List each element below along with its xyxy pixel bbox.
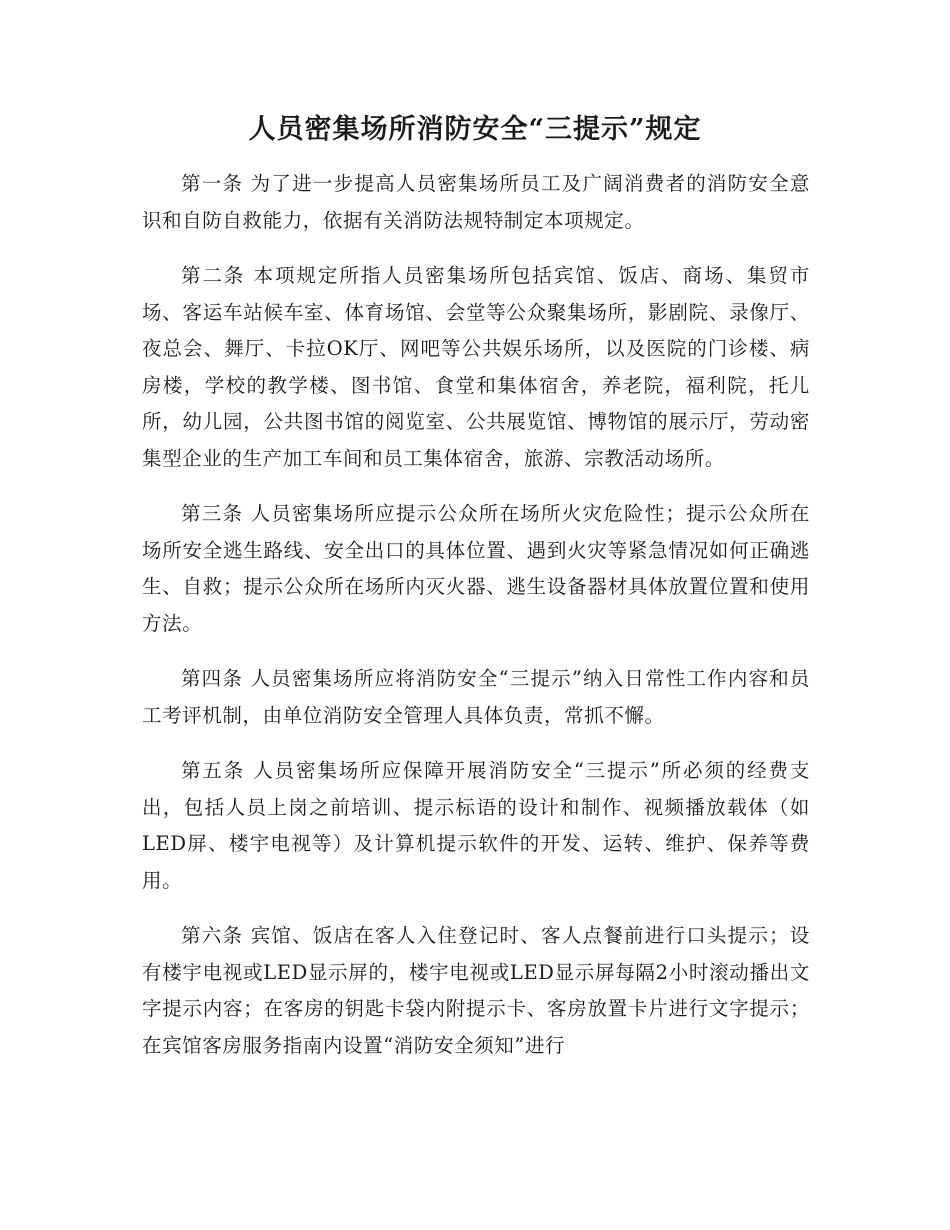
article-2: 第二条 本项规定所指人员密集场所包括宾馆、饭店、商场、集贸市场、客运车站候车室、体育场馆、会堂等公众聚集场所，影剧院、录像厅、夜总会、舞厅、卡拉OK厅、网吧等公共娱乐场所，以及医院的门诊楼、病房楼，学校的教学楼、图书馆、食堂和集体宿舍，养老院，福利院，托儿所，幼儿园，公共图书馆的阅览室、公共展览馆、博物馆的展示厅，劳动密集型企业的生产加工车间和员工集体宿舍，旅游、宗教活动场所。	[142, 264, 810, 470]
article-1: 第一条 为了进一步提高人员密集场所员工及广阔消费者的消防安全意识和自防自救能力，依据有关消防法规特制定本项规定。	[142, 172, 810, 232]
document-title: 人员密集场所消防安全“三提示”规定	[248, 114, 702, 145]
article-4: 第四条 人员密集场所应将消防安全“三提示”纳入日常性工作内容和员工考评机制，由单位消防安全管理人具体负责，常抓不懈。	[142, 667, 810, 727]
article-6: 第六条 宾馆、饭店在客人入住登记时、客人点餐前进行口头提示；设有楼宇电视或LED显示屏的，楼宇电视或LED显示屏每隔2小时滚动播出文字提示内容；在客房的钥匙卡袋内附提示卡、客房放置卡片进行文字提示；在宾馆客房服务指南内设置“消防安全须知”进行	[142, 924, 810, 1057]
document-body	[142, 166, 810, 1083]
article-5: 第五条 人员密集场所应保障开展消防安全“三提示”所必须的经费支出，包括人员上岗之前培训、提示标语的设计和制作、视频播放载体（如LED屏、楼宇电视等）及计算机提示软件的开发、运转、维护、保养等费用。	[142, 759, 810, 892]
article-3: 第三条 人员密集场所应提示公众所在场所火灾危险性；提示公众所在场所安全逃生路线、安全出口的具体位置、遇到火灾等紧急情况如何正确逃生、自救；提示公众所在场所内灭火器、逃生设备器材具体放置位置和使用方法。	[142, 502, 810, 635]
